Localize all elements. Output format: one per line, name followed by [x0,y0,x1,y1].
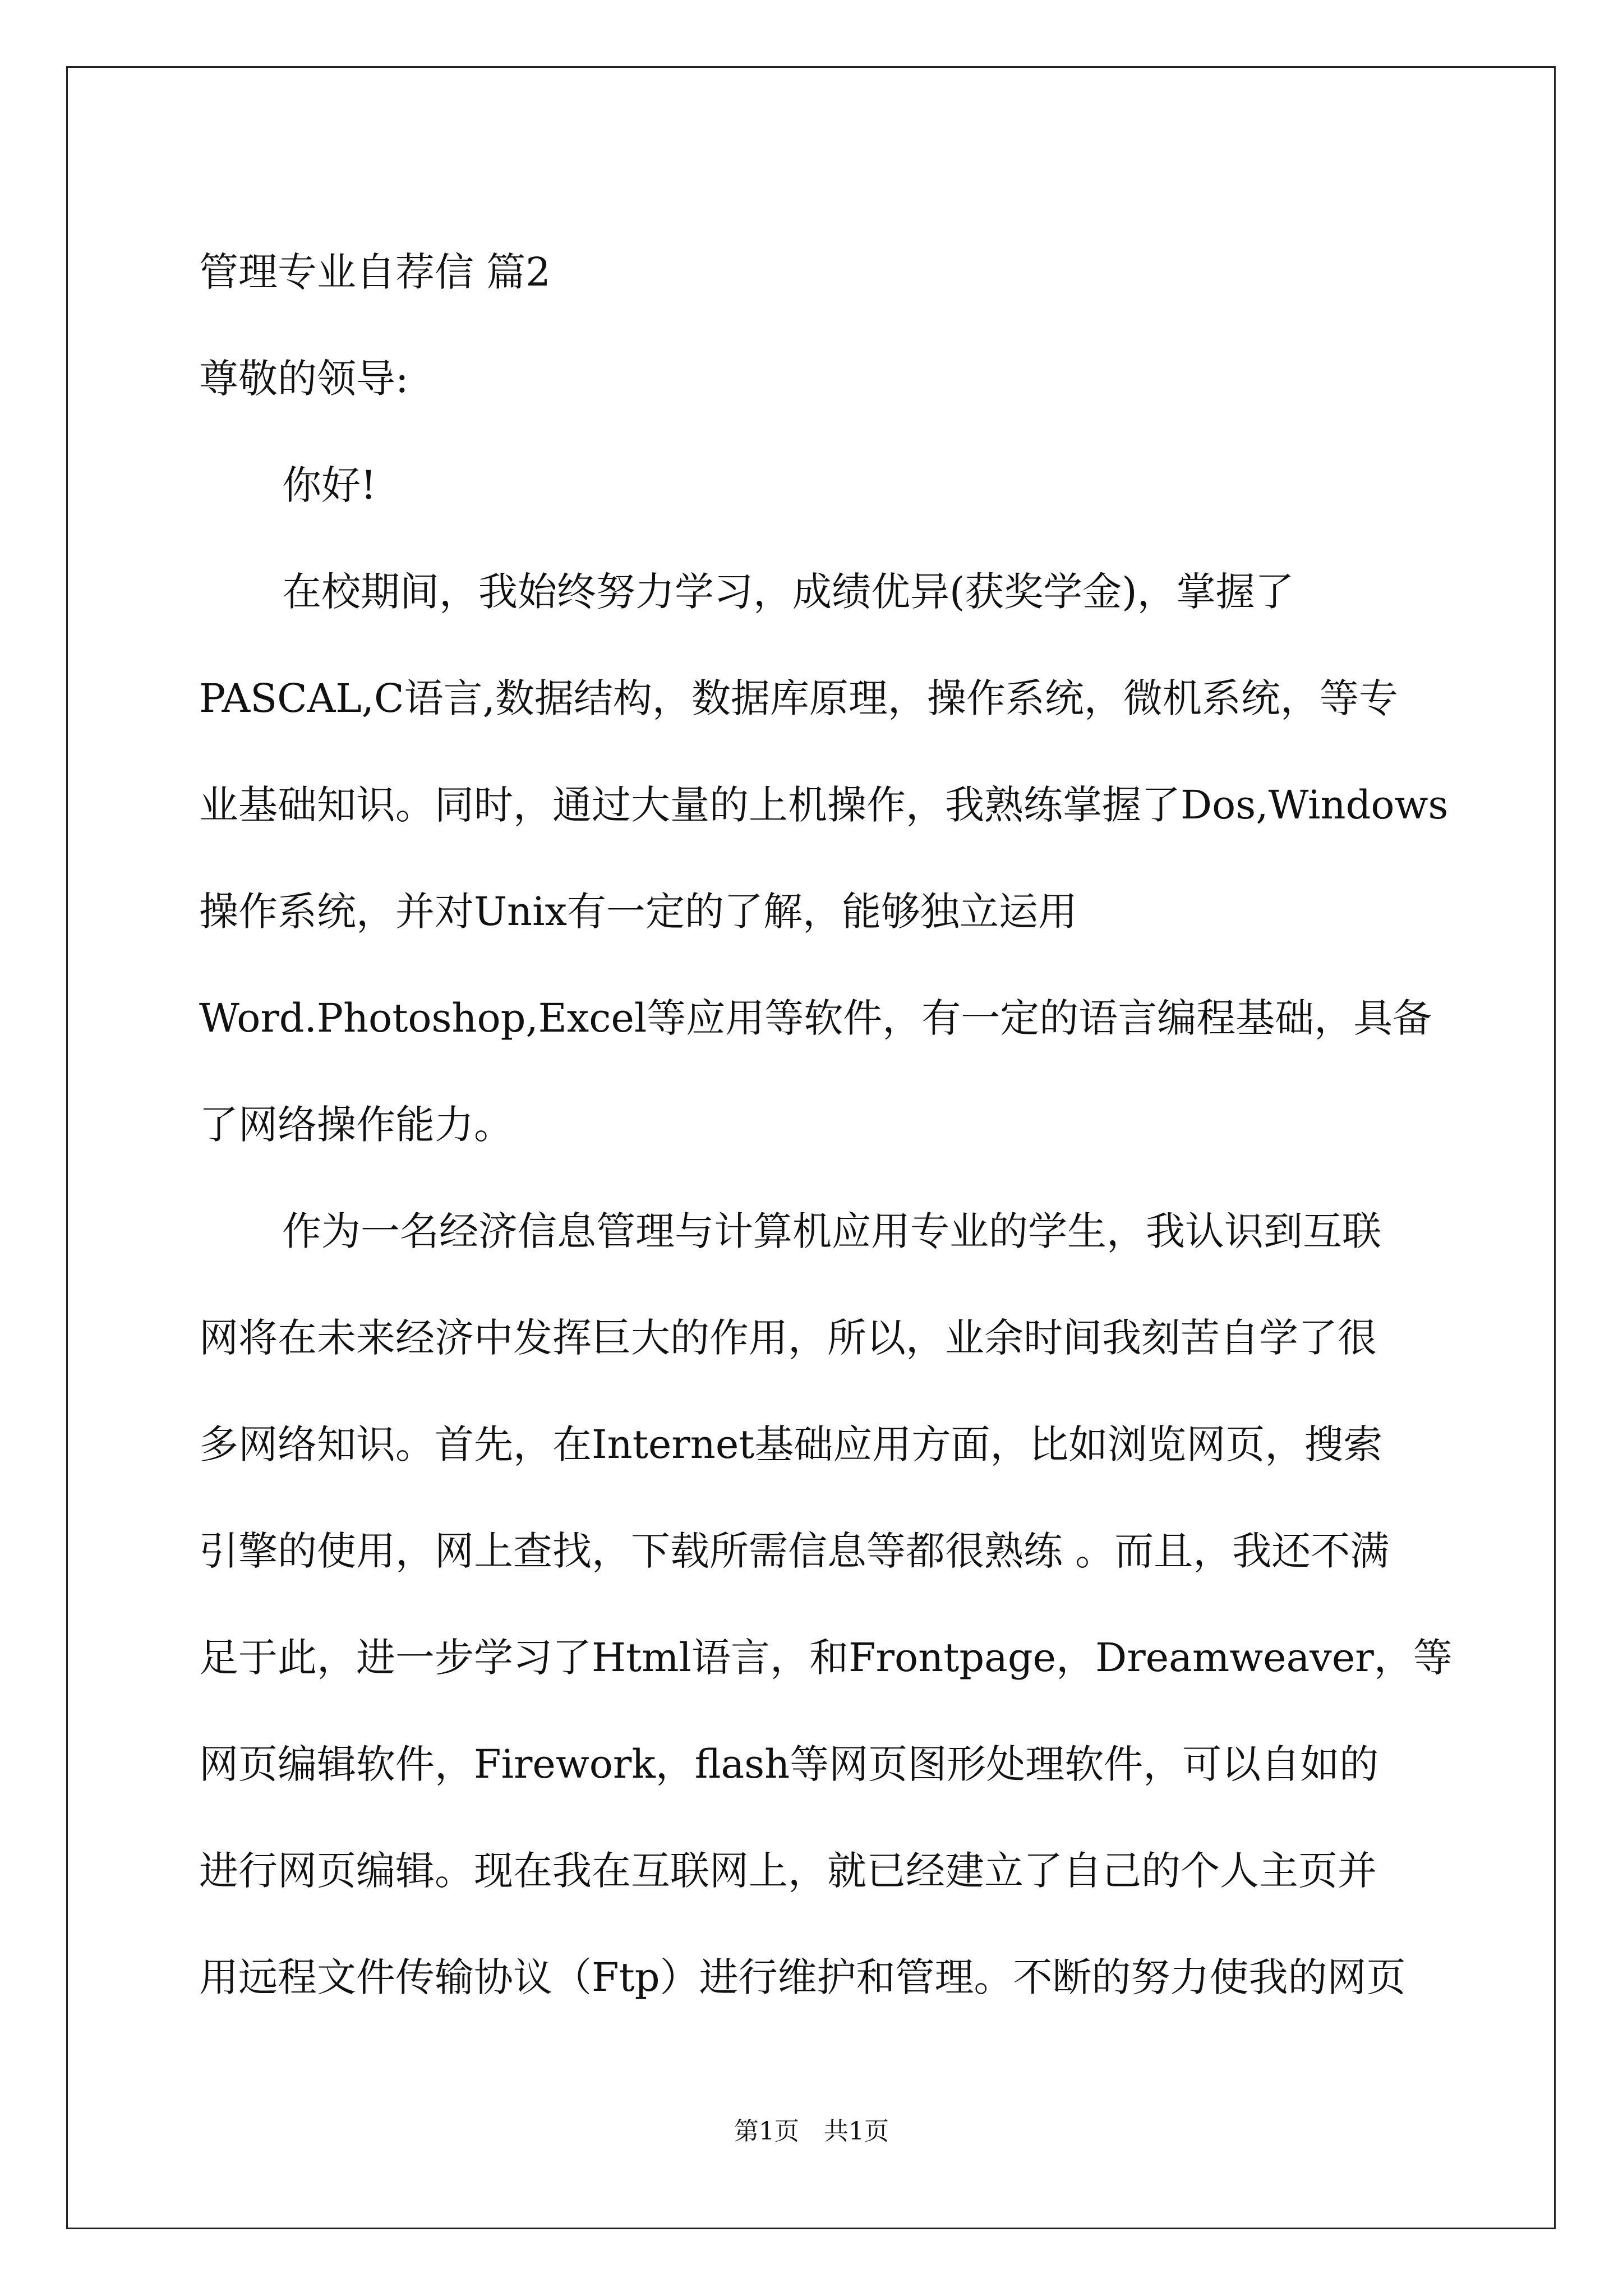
paragraph-line: 操作系统，并对Unix有一定的了解，能够独立运用 [199,889,1077,935]
paragraph-2 [199,1178,1453,2031]
document-title: 管理专业自荐信 篇2 [199,249,551,295]
paragraph-line: 多网络知识。首先，在Internet基础应用方面，比如浏览网页，搜索 [199,1421,1383,1467]
page-number: 第1页 共1页 [734,2117,889,2146]
paragraph-line: 网将在未来经济中发挥巨大的作用，所以，业余时间我刻苦自学了很 [199,1315,1377,1361]
salutation: 尊敬的领导: [199,356,409,402]
document-body [199,219,1453,2031]
paragraph-line: 作为一名经济信息管理与计算机应用专业的学生，我认识到互联 [282,1208,1381,1254]
paragraph-line: 了网络操作能力。 [199,1102,513,1148]
paragraph-line: 进行网页编辑。现在我在互联网上，就已经建立了自己的个人主页并 [199,1848,1377,1894]
paragraph-line: Word.Photoshop,Excel等应用等软件，有一定的语言编程基础，具备 [199,995,1432,1041]
paragraph-line: 用远程文件传输协议（Ftp）进行维护和管理。不断的努力使我的网页 [199,1954,1406,2000]
paragraph-1 [199,539,1449,1178]
paragraph-line: 网页编辑软件，Firework，flash等网页图形处理软件，可以自如的 [199,1741,1379,1787]
paragraph-line: 在校期间，我始终努力学习，成绩优异(获奖学金)，掌握了 [282,569,1294,615]
paragraph-line: PASCAL,C语言,数据结构，数据库原理，操作系统，微机系统，等专 [199,675,1398,721]
paragraph-line: 业基础知识。同时，通过大量的上机操作，我熟练掌握了Dos,Windows [199,782,1449,828]
paragraph-line: 足于此，进一步学习了Html语言，和Frontpage，Dreamweaver，等 [199,1635,1453,1681]
greeting: 你好! [282,462,377,508]
paragraph-line: 引擎的使用，网上查找，下载所需信息等都很熟练 。而且，我还不满 [199,1528,1390,1574]
